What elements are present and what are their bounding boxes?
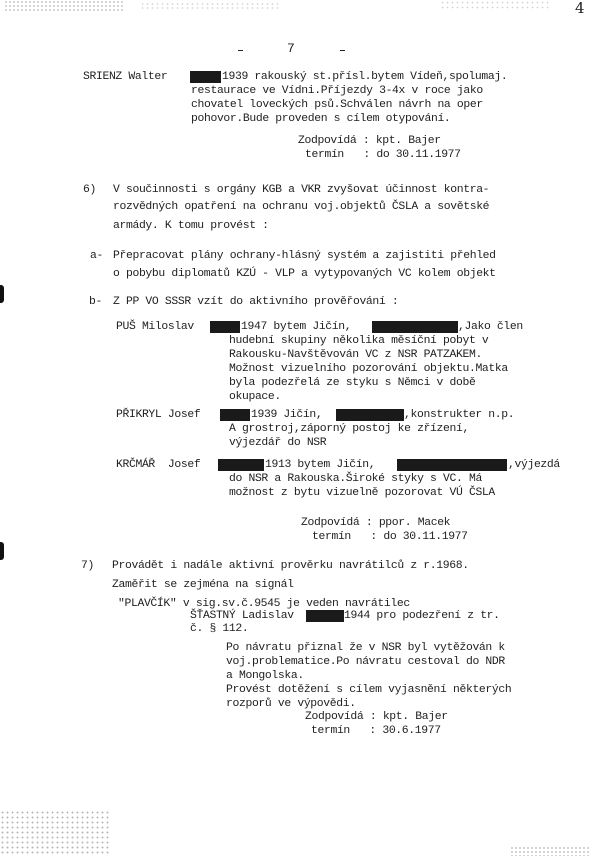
signal-detail-line: Po návratu přiznal že v NSR byl vytěžován k (226, 642, 505, 654)
signal-detail-line: rozporů ve výpovědi. (226, 698, 356, 710)
signal-person-name: ŠŤASTNÝ Ladislav (190, 610, 294, 622)
item-b-marker: b- (89, 296, 102, 308)
responsible-line: Zodpovídá : ppor. Macek (301, 517, 451, 529)
signal-detail-line: voj.problematice.Po návratu cestoval do NDR (226, 656, 505, 668)
person-pus-tail: ,Jako člen (458, 321, 523, 333)
signal-person-year: 1944 pro podezření z tr. (344, 610, 500, 622)
person-krcmar-line: do NSR a Rakouska.Široké styky s VC. Má (229, 473, 482, 485)
punch-hole-upper (0, 285, 4, 303)
redaction-box (306, 610, 344, 622)
person-pus-line: byla podezřelá ze styku s Němci v době (229, 377, 476, 389)
signal-detail-line: Provést dotěžení s cílem vyjasnění některých (226, 684, 512, 696)
item-a-line: Přepracovat plány ochrany-hlásný systém a zajistiti přehled (113, 250, 496, 262)
redaction-box (336, 409, 404, 421)
entry-srienz-line: chovatel loveckých psů.Schválen návrh na oper (191, 99, 483, 111)
deadline-line: termín : 30.6.1977 (311, 725, 441, 737)
page-number: 7 (287, 41, 295, 56)
entry-srienz-line: 1939 rakouský st.přísl.bytem Vídeň,spolumaj. (222, 71, 508, 83)
scan-speckle-bottom-left (0, 810, 110, 856)
person-prikryl-line: A grostroj,záporný postoj ke zřízení, (229, 423, 469, 435)
entry-srienz-line: pohovor.Bude proveden s cílem otypování. (191, 113, 451, 125)
person-pus-line: hudební skupiny několika měsíční pobyt v (229, 335, 489, 347)
scan-speckle-top (140, 2, 280, 10)
responsible-line: Zodpovídá : kpt. Bajer (298, 135, 441, 147)
section-6-line: V součinnosti s orgány KGB a VKR zvyšovat účinnost kontra- (113, 184, 490, 196)
corner-mark: 4 (575, 0, 585, 17)
responsible-line: Zodpovídá : kpt. Bajer (305, 711, 448, 723)
scan-speckle-bottom-right (510, 846, 590, 856)
redaction-box (218, 459, 264, 471)
person-krcmar-name: KRČMÁŘ Josef (116, 459, 201, 471)
signal-line: č. § 112. (190, 623, 249, 635)
punch-hole-lower (0, 542, 4, 560)
section-6-line: rozvědných opatření na ochranu voj.objektů ČSLA a sovětské (113, 201, 490, 213)
section-6-line: armády. K tomu provést : (113, 220, 269, 232)
entry-srienz-line: restaurace ve Vídni.Příjezdy 3-4x v roce jako (191, 85, 483, 97)
person-pus-name: PUŠ Miloslav (116, 321, 194, 333)
redaction-box (397, 459, 507, 471)
page-number-dash-right (340, 50, 345, 51)
entry-srienz-name: SRIENZ Walter (83, 71, 168, 83)
section-7-line: Provádět i nadále aktivní prověrku navrátilců z r.1968. (112, 560, 469, 572)
person-krcmar-year: 1913 bytem Jičín, (265, 459, 376, 471)
person-prikryl-year: 1939 Jičín, (251, 409, 323, 421)
person-pus-year: 1947 bytem Jičín, (241, 321, 352, 333)
deadline-line: termín : do 30.11.1977 (305, 149, 461, 161)
deadline-line: termín : do 30.11.1977 (312, 531, 468, 543)
signal-line: "PLAVČÍK" v sig.sv.č.9545 je veden navrátilec (118, 598, 410, 610)
redaction-box (372, 321, 458, 333)
person-prikryl-name: PŘIKRYL Josef (116, 409, 201, 421)
person-krcmar-tail: ,výjezdá (508, 459, 560, 471)
redaction-box (210, 321, 240, 333)
section-7-line: Zaměřit se zejména na signál (112, 579, 294, 591)
item-a-line: o pobybu diplomatů KZÚ - VLP a vytypovaných VC kolem objekt (113, 268, 496, 280)
person-pus-line: Možnost vizuelního pozorování objektu.Matka (229, 363, 508, 375)
section-6-number: 6) (83, 184, 96, 196)
signal-detail-line: a Mongolska. (226, 670, 304, 682)
item-b-line: Z PP VO SSSR vzít do aktivního prověřování : (113, 296, 399, 308)
person-pus-line: Rakousku-Navštěvován VC z NSR PATZAKEM. (229, 349, 482, 361)
person-prikryl-line: výjezdář do NSR (229, 437, 327, 449)
person-prikryl-tail: ,konstrukter n.p. (404, 409, 515, 421)
redaction-box (220, 409, 250, 421)
redaction-box (190, 71, 221, 83)
item-a-marker: a- (90, 250, 103, 262)
person-pus-line: okupace. (229, 391, 281, 403)
scan-speckle-top-left (4, 0, 124, 12)
page-number-dash-left (238, 50, 243, 51)
section-7-number: 7) (81, 560, 94, 572)
person-krcmar-line: možnost z bytu vizuelně pozorovat VÚ ČSLA (229, 487, 495, 499)
scan-speckle-top-right (440, 0, 550, 10)
